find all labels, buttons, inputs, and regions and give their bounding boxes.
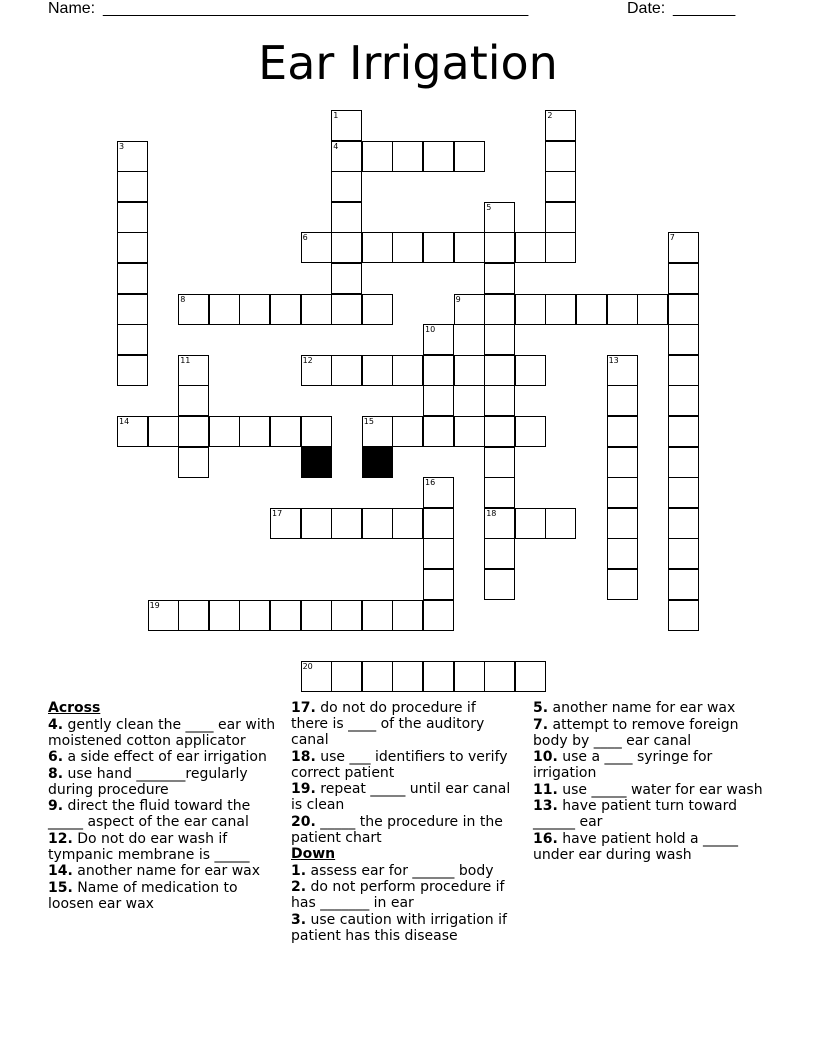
- grid-cell[interactable]: [484, 263, 515, 294]
- grid-cell[interactable]: [545, 202, 576, 233]
- grid-cell[interactable]: [668, 385, 699, 416]
- grid-cell[interactable]: [239, 600, 270, 631]
- clue-number: 12: [302, 355, 313, 365]
- clue-6-across: 6. a side effect of ear irrigation: [48, 749, 267, 765]
- clue-10-down: 10. use a ____ syringe for irrigation: [533, 749, 713, 781]
- black-square: [362, 447, 393, 478]
- clue-12-across: 12. Do not do ear wash if tympanic membrane is _____: [48, 830, 250, 863]
- clue-11-down: 11. use _____ water for ear wash: [533, 781, 763, 798]
- clue-number: 19: [149, 600, 160, 610]
- clue-number: 2: [547, 111, 553, 120]
- grid-cell[interactable]: [301, 416, 332, 447]
- grid-cell[interactable]: [484, 569, 515, 600]
- grid-cell[interactable]: [270, 600, 301, 631]
- grid-cell[interactable]: [362, 355, 393, 386]
- grid-cell[interactable]: [117, 263, 148, 294]
- grid-cell[interactable]: [484, 661, 515, 692]
- grid-cell[interactable]: [362, 294, 393, 325]
- grid-cell[interactable]: [209, 600, 240, 631]
- grid-cell[interactable]: [454, 416, 485, 447]
- grid-cell[interactable]: [515, 661, 546, 692]
- grid-cell[interactable]: [270, 294, 301, 325]
- clue-20-across: 20. _____ the procedure in the patient chart: [291, 813, 503, 846]
- grid-cell[interactable]: [239, 294, 270, 325]
- clue-number: 15: [363, 417, 374, 426]
- page-title: Ear Irrigation: [258, 36, 558, 90]
- grid-cell[interactable]: [454, 141, 485, 172]
- clue-number: 14: [119, 417, 130, 426]
- grid-cell[interactable]: [607, 477, 638, 508]
- clue-number: 18: [486, 508, 497, 518]
- grid-cell[interactable]: [301, 508, 332, 539]
- clue-13-down: 13. have patient turn toward ______ ear: [533, 798, 738, 830]
- grid-cell[interactable]: [484, 538, 515, 569]
- grid-cell[interactable]: [392, 416, 423, 447]
- date-blank[interactable]: _______: [673, 0, 736, 17]
- grid-cell[interactable]: [331, 232, 362, 263]
- grid-cell[interactable]: [607, 508, 638, 539]
- grid-cell[interactable]: [484, 447, 515, 478]
- grid-cell[interactable]: [668, 355, 699, 386]
- grid-cell[interactable]: [668, 447, 699, 478]
- grid-cell[interactable]: [301, 600, 332, 631]
- grid-cell[interactable]: [484, 355, 515, 386]
- clue-1-down: 1. assess ear for ______ body: [291, 862, 494, 879]
- clue-column-2: [291, 700, 513, 944]
- grid-cell[interactable]: [515, 294, 546, 325]
- grid-cell[interactable]: [668, 569, 699, 600]
- grid-cell[interactable]: [607, 294, 638, 325]
- grid-cell[interactable]: [392, 508, 423, 539]
- grid-cell[interactable]: [362, 661, 393, 692]
- grid-cell[interactable]: [545, 294, 576, 325]
- grid-cell[interactable]: [545, 232, 576, 263]
- grid-cell[interactable]: [209, 294, 240, 325]
- clue-3-down: 3. use caution with irrigation if patient has this disease: [291, 911, 507, 944]
- grid-cell[interactable]: [454, 355, 485, 386]
- grid-cell[interactable]: [484, 477, 515, 508]
- grid-cell[interactable]: [515, 355, 546, 386]
- grid-cell[interactable]: [668, 416, 699, 447]
- grid-cell[interactable]: [484, 385, 515, 416]
- clue-number: 20: [302, 661, 313, 671]
- grid-cell[interactable]: [545, 508, 576, 539]
- grid-cell[interactable]: [423, 661, 454, 692]
- grid-cell[interactable]: [668, 508, 699, 539]
- grid-cell[interactable]: [484, 294, 515, 325]
- grid-cell[interactable]: [668, 477, 699, 508]
- grid-cell[interactable]: [607, 569, 638, 600]
- across-heading: Across: [48, 700, 101, 716]
- clue-number: 1: [333, 111, 339, 120]
- clue-9-across: 9. direct the fluid toward the _____ aspect of the ear canal: [48, 798, 251, 830]
- grid-cell[interactable]: [484, 324, 515, 355]
- clue-number: 5: [486, 202, 492, 212]
- grid-cell[interactable]: [668, 294, 699, 325]
- grid-cell[interactable]: [668, 263, 699, 294]
- grid-cell[interactable]: [117, 355, 148, 386]
- clue-number: 9: [455, 294, 461, 304]
- grid-cell[interactable]: [392, 232, 423, 263]
- clue-17-across: 17. do not do procedure if there is ____ of the auditory canal: [291, 700, 485, 748]
- grid-cell[interactable]: [117, 202, 148, 233]
- grid-cell[interactable]: [607, 447, 638, 478]
- grid-cell[interactable]: [576, 294, 607, 325]
- clue-number: 3: [119, 141, 125, 151]
- grid-cell[interactable]: [331, 355, 362, 386]
- clue-4-across: 4. gently clean the ____ ear with moistened cotton applicator: [48, 716, 276, 749]
- grid-cell[interactable]: [117, 232, 148, 263]
- clue-number: 17: [272, 508, 283, 518]
- down-heading: Down: [291, 846, 336, 862]
- grid-cell[interactable]: [331, 661, 362, 692]
- grid-cell[interactable]: [178, 600, 209, 631]
- grid-cell[interactable]: [392, 355, 423, 386]
- grid-cell[interactable]: [331, 600, 362, 631]
- grid-cell[interactable]: [423, 569, 454, 600]
- grid-cell[interactable]: [668, 538, 699, 569]
- grid-cell[interactable]: [423, 416, 454, 447]
- grid-cell[interactable]: [331, 263, 362, 294]
- clue-8-across: 8. use hand _______regularly during procedure: [48, 765, 248, 798]
- clue-number: 7: [669, 233, 675, 243]
- clue-14-across: 14. another name for ear wax: [48, 863, 261, 879]
- clue-column-1: [48, 700, 278, 912]
- clue-number: 13: [608, 355, 619, 365]
- grid-cell[interactable]: [392, 661, 423, 692]
- grid-cell[interactable]: [423, 141, 454, 172]
- clue-16-down: 16. have patient hold a _____ under ear during wash: [533, 830, 739, 863]
- grid-cell[interactable]: [423, 508, 454, 539]
- grid-cell[interactable]: [239, 416, 270, 447]
- grid-cell[interactable]: [607, 416, 638, 447]
- grid-cell[interactable]: [454, 232, 485, 263]
- black-square: [301, 447, 332, 478]
- grid-cell[interactable]: [301, 294, 332, 325]
- grid-cell[interactable]: [484, 232, 515, 263]
- grid-cell[interactable]: [668, 324, 699, 355]
- clue-7-down: 7. attempt to remove foreign body by ____ ear canal: [533, 716, 739, 749]
- clue-number: 8: [180, 294, 186, 304]
- grid-cell[interactable]: [392, 600, 423, 631]
- grid-cell[interactable]: [607, 538, 638, 569]
- grid-cell[interactable]: [331, 508, 362, 539]
- clue-number: 6: [302, 233, 308, 243]
- grid-cell[interactable]: [515, 232, 546, 263]
- grid-cell[interactable]: [331, 202, 362, 233]
- grid-cell[interactable]: [515, 508, 546, 539]
- grid-cell[interactable]: [423, 385, 454, 416]
- grid-cell[interactable]: [423, 232, 454, 263]
- clue-number: 11: [180, 355, 191, 365]
- clue-19-across: 19. repeat _____ until ear canal is clean: [291, 781, 511, 813]
- grid-cell[interactable]: [545, 171, 576, 202]
- clue-number: 4: [333, 141, 339, 151]
- grid-cell[interactable]: [331, 171, 362, 202]
- clue-5-down: 5. another name for ear wax: [533, 700, 736, 716]
- grid-cell[interactable]: [117, 324, 148, 355]
- grid-cell[interactable]: [178, 385, 209, 416]
- grid-cell[interactable]: [362, 600, 393, 631]
- clue-15-across: 15. Name of medication to loosen ear wax: [48, 879, 238, 912]
- clue-column-3: [533, 700, 763, 863]
- grid-cell[interactable]: [607, 385, 638, 416]
- date-label: Date:: [627, 0, 666, 17]
- grid-cell[interactable]: [423, 538, 454, 569]
- grid-cell[interactable]: [392, 141, 423, 172]
- grid-cell[interactable]: [117, 294, 148, 325]
- grid-cell[interactable]: [362, 232, 393, 263]
- clue-number: 16: [425, 478, 436, 488]
- grid-cell[interactable]: [117, 171, 148, 202]
- grid-cell[interactable]: [423, 600, 454, 631]
- name-blank[interactable]: __________________________________________________: [103, 0, 528, 17]
- name-label: Name:: [48, 0, 96, 17]
- grid-cell[interactable]: [148, 416, 179, 447]
- grid-cell[interactable]: [515, 416, 546, 447]
- grid-cell[interactable]: [362, 508, 393, 539]
- grid-cell[interactable]: [331, 294, 362, 325]
- grid-cell[interactable]: [423, 355, 454, 386]
- grid-cell[interactable]: [209, 416, 240, 447]
- grid-cell[interactable]: [178, 447, 209, 478]
- grid-cell[interactable]: [668, 600, 699, 631]
- clue-18-across: 18. use ___ identifiers to verify correct patient: [291, 748, 508, 781]
- grid-cell[interactable]: [362, 141, 393, 172]
- grid-cell[interactable]: [637, 294, 668, 325]
- grid-cell[interactable]: [270, 416, 301, 447]
- grid-cell[interactable]: [178, 416, 209, 447]
- grid-cell[interactable]: [484, 416, 515, 447]
- grid-cell[interactable]: [545, 141, 576, 172]
- clue-number: 10: [425, 325, 436, 335]
- grid-cell[interactable]: [454, 661, 485, 692]
- clue-2-down: 2. do not perform procedure if has _______ in ear: [291, 879, 505, 911]
